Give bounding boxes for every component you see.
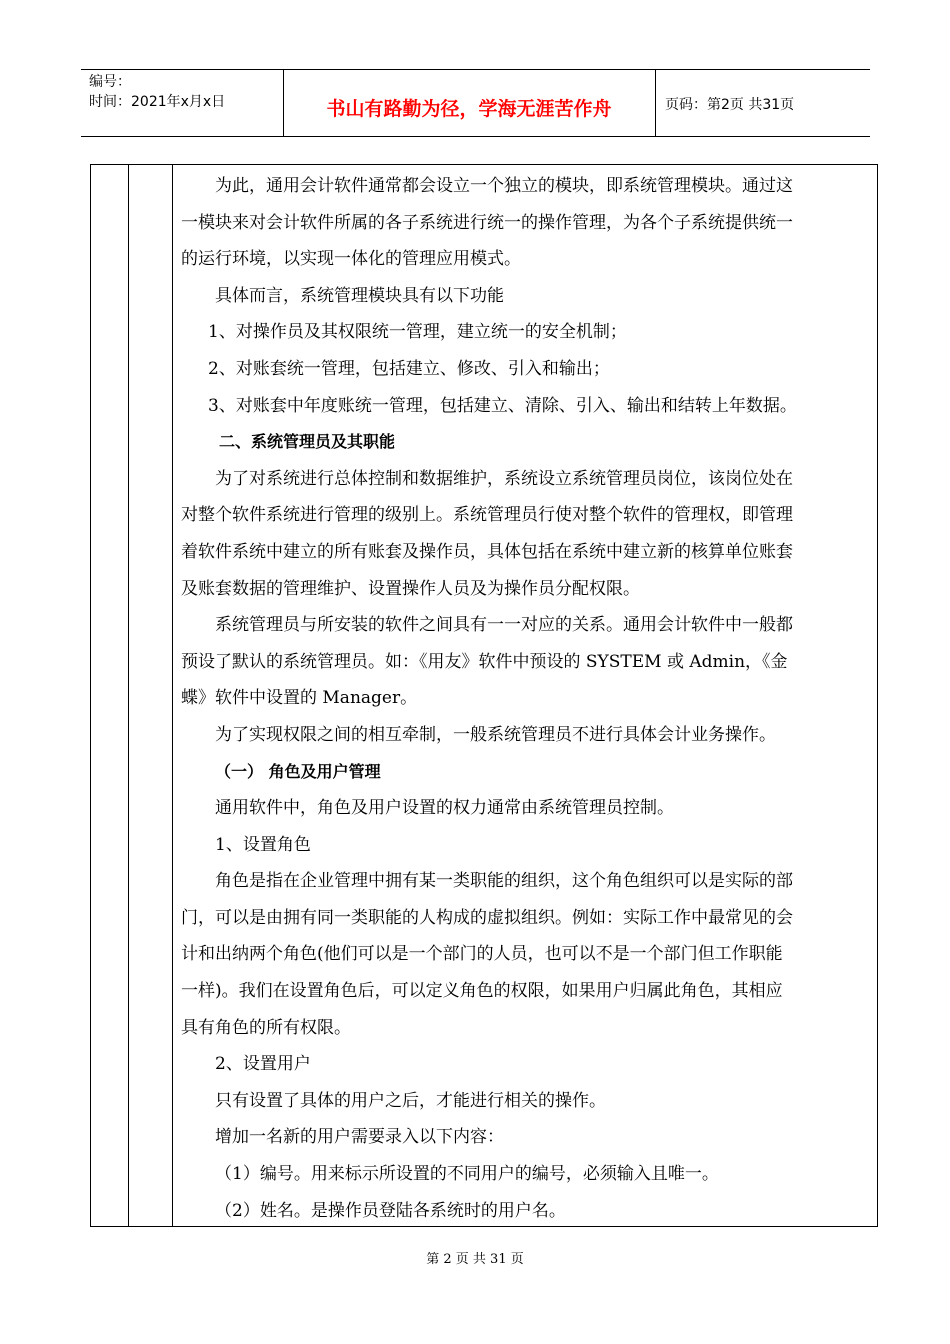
paragraph-line: 角色是指在企业管理中拥有某一类职能的组织，这个角色组织可以是实际的部 [215, 871, 793, 892]
document-number-label: 编号： [89, 74, 131, 90]
list-item: 2、对账套统一管理，包括建立、修改、引入和输出； [208, 358, 610, 379]
paragraph-line: 一模块来对会计软件所属的各子系统进行统一的操作管理，为各个子系统提供统一 [181, 212, 793, 233]
subsection-heading: （一） 角色及用户管理 [215, 761, 381, 781]
document-date: 时间：2021年x月x日 [89, 94, 226, 110]
paragraph-line: 蝶》软件中设置的 Manager。 [181, 688, 418, 709]
paragraph-line: 为了对系统进行总体控制和数据维护，系统设立系统管理员岗位，该岗位处在 [215, 468, 793, 489]
paragraph-line: 具体而言，系统管理模块具有以下功能 [215, 285, 504, 306]
paragraph-line: 着软件系统中建立的所有账套及操作员，具体包括在系统中建立新的核算单位账套 [181, 541, 793, 562]
paragraph-line: 通用软件中，角色及用户设置的权力通常由系统管理员控制。 [215, 798, 674, 819]
paragraph-line: 增加一名新的用户需要录入以下内容： [215, 1127, 504, 1148]
paragraph-line: 为了实现权限之间的相互牵制，一般系统管理员不进行具体会计业务操作。 [215, 724, 776, 745]
table-column-divider [172, 164, 173, 1227]
paragraph-line: 的运行环境，以实现一体化的管理应用模式。 [181, 249, 521, 270]
paragraph-line: 一样)。我们在设置角色后，可以定义角色的权限，如果用户归属此角色，其相应 [181, 981, 783, 1002]
item-heading: 2、设置用户 [215, 1054, 311, 1075]
list-item: 1、对操作员及其权限统一管理，建立统一的安全机制； [208, 322, 627, 343]
paragraph-line: 预设了默认的系统管理员。如：《用友》软件中预设的 SYSTEM 或 Admin，《金 [181, 651, 788, 672]
header-bottom-rule [81, 136, 870, 137]
paragraph-line: 门，可以是由拥有同一类职能的人构成的虚拟组织。例如：实际工作中最常见的会 [181, 907, 793, 928]
list-item: 3、对账套中年度账统一管理，包括建立、清除、引入、输出和结转上年数据。 [208, 395, 797, 416]
header-meta [89, 72, 225, 112]
paragraph-line: 具有角色的所有权限。 [181, 1017, 351, 1038]
list-item: （2）姓名。是操作员登陆各系统时的用户名。 [215, 1200, 566, 1221]
header-top-rule [81, 69, 870, 70]
paragraph-line: 对整个软件系统进行管理的级别上。系统管理员行使对整个软件的管理权，即管理 [181, 505, 793, 526]
paragraph-line: 系统管理员与所安装的软件之间具有一一对应的关系。通用会计软件中一般都 [215, 615, 793, 636]
table-column-divider [128, 164, 129, 1227]
paragraph-line: 只有设置了具体的用户之后，才能进行相关的操作。 [215, 1090, 606, 1111]
header-divider [655, 70, 656, 136]
header-motto: 书山有路勤为径，学海无涯苦作舟 [326, 98, 612, 120]
paragraph-line: 及账套数据的管理维护、设置操作人员及为操作员分配权限。 [181, 578, 640, 599]
header-page-info: 页码：第2页 共31页 [665, 97, 795, 113]
content-body [181, 168, 869, 1229]
section-heading: 二、系统管理员及其职能 [219, 432, 396, 452]
paragraph-line: 为此，通用会计软件通常都会设立一个独立的模块，即系统管理模块。通过这 [215, 176, 793, 196]
page-footer: 第 2 页 共 31 页 [426, 1252, 524, 1267]
list-item: （1）编号。用来标示所设置的不同用户的编号，必须输入且唯一。 [215, 1164, 719, 1185]
paragraph-line: 计和出纳两个角色(他们可以是一个部门的人员，也可以不是一个部门但工作职能 [181, 944, 783, 965]
item-heading: 1、设置角色 [215, 834, 311, 855]
